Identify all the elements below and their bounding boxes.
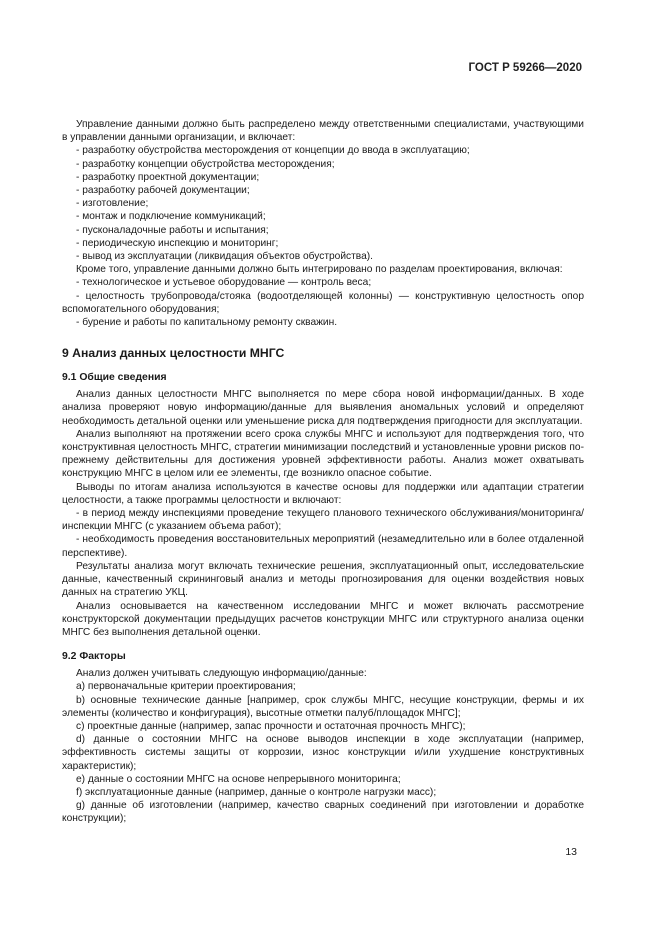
paragraph: Анализ выполняют на протяжении всего срока службы МНГС и используют для подтверждения того, что конструктивная целостность МНГС, стратегии минимизации последствий и установленные уровни рисков по-прежнему действительны для достижения уровней эффективности работы. Анализ может охватывать конструкцию МНГС в целом или ее элементы, где возникло опасное событие. bbox=[62, 428, 584, 480]
list-item: - бурение и работы по капитальному ремонту скважин. bbox=[76, 317, 338, 329]
intro-paragraph-1: Управление данными должно быть распределено между ответственными специалистами, участвующими в управлении данными организации, и включает: bbox=[62, 119, 584, 144]
subsection-9-2-heading: 9.2 Факторы bbox=[62, 651, 126, 663]
standard-header: ГОСТ Р 59266—2020 bbox=[468, 62, 582, 74]
document-body bbox=[62, 118, 584, 826]
paragraph: Выводы по итогам анализа используются в качестве основы для поддержки или адаптации стратегии целостности, а также программы целостности и включают: bbox=[62, 481, 584, 506]
list-item: c) проектные данные (например, запас прочности и остаточная прочность МНГС); bbox=[76, 720, 466, 732]
paragraph: Анализ данных целостности МНГС выполняется по мере сбора новой информации/данных. В ходе анализа проверяют новую информацию/данные для выявления аномальных условий и определяют необходимость детальной оценки или уменьшение риска для подтверждения пригодности для эксплуатации. bbox=[62, 389, 584, 427]
list-item: b) основные технические данные [например, срок службы МНГС, несущие конструкции, фермы и их элементы (количество и конфигурация), высотные отметки палуб/площадок МНГС]; bbox=[62, 694, 584, 719]
list-item: - разработку концепции обустройства месторождения; bbox=[76, 158, 335, 170]
subsection-9-1-heading: 9.1 Общие сведения bbox=[62, 372, 167, 384]
paragraph: Анализ должен учитывать следующую информацию/данные: bbox=[76, 668, 367, 680]
list-item: - изготовление; bbox=[76, 198, 149, 210]
list-item: - целостность трубопровода/стояка (водоотделяющей колонны) — конструктивную целостность опор вспомогательного оборудования; bbox=[62, 290, 584, 315]
paragraph: Анализ основывается на качественном исследовании МНГС и может включать рассмотрение конструкторской документации предыдущих расчетов конструкции МНГС или структурного анализа оценки МНГС без выполнения детальной оценки. bbox=[62, 600, 584, 638]
list-item: a) первоначальные критерии проектирования; bbox=[76, 681, 296, 693]
list-item: - вывод из эксплуатации (ликвидация объектов обустройства). bbox=[76, 251, 373, 263]
list-item: - пусконаладочные работы и испытания; bbox=[76, 224, 269, 236]
intro-list-2 bbox=[62, 276, 584, 329]
list-item: f) эксплуатационные данные (например, данные о контроле нагрузки масс); bbox=[76, 786, 437, 798]
list-item: d) данные о состоянии МНГС на основе выводов инспекции в ходе эксплуатации (например, эффективность системы защиты от коррозии, износ конструкции и/или ухудшение конструктивных характеристик); bbox=[62, 734, 584, 772]
list-item: - разработку проектной документации; bbox=[76, 171, 260, 183]
list-item: - разработку обустройства месторождения от концепции до ввода в эксплуатацию; bbox=[76, 145, 470, 157]
list-item: - необходимость проведения восстановительных мероприятий (незамедлительно или в более отдаленной перспективе). bbox=[62, 534, 584, 559]
list-item: - монтаж и подключение коммуникаций; bbox=[76, 211, 266, 223]
list-item: - разработку рабочей документации; bbox=[76, 185, 250, 197]
list-item: - технологическое и устьевое оборудование — контроль веса; bbox=[76, 277, 372, 289]
list-item: - периодическую инспекцию и мониторинг; bbox=[76, 237, 279, 249]
list-item: e) данные о состоянии МНГС на основе непрерывного мониторинга; bbox=[76, 773, 401, 785]
intro-paragraph-2: Кроме того, управление данными должно быть интегрировано по разделам проектирования, включая: bbox=[76, 264, 563, 276]
list-item: g) данные об изготовлении (например, качество сварных соединений при изготовлении и доработке конструкции); bbox=[62, 800, 584, 825]
list-item: - в период между инспекциями проведение текущего планового технического обслуживания/мониторинга/инспекции МНГС (с указанием объема работ); bbox=[62, 508, 584, 533]
page-number: 13 bbox=[565, 846, 577, 858]
intro-list-1 bbox=[62, 144, 584, 263]
section-9-heading: 9 Анализ данных целостности МНГС bbox=[62, 346, 285, 361]
paragraph: Результаты анализа могут включать технические решения, эксплуатационный опыт, исследовательские данные, качественный скрининговый анализ и методы прогнозирования для оценки воздействия новых данных на стратегию УКЦ. bbox=[62, 560, 584, 599]
